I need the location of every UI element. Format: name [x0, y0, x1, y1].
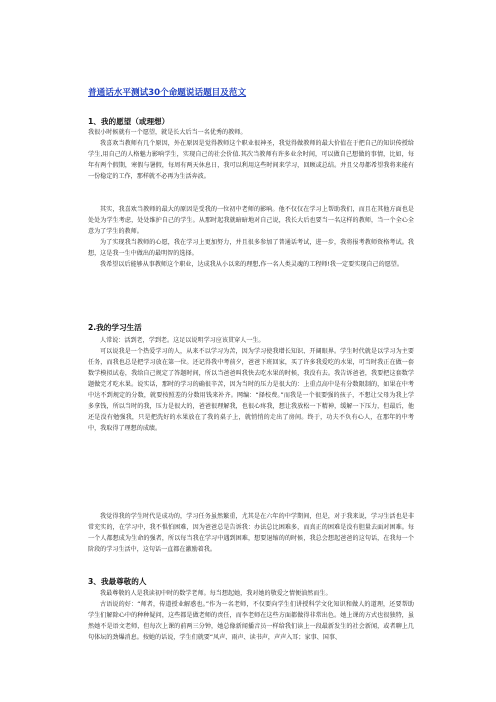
paragraph: 我希望以后能够从事教师这个职业，达成我从小以来的理想,作一名人类灵魂的工程师!我一定要实现自己的愿望。	[100, 261, 403, 268]
section-heading-study-life: 2.我的学习生活	[88, 323, 142, 332]
paragraph: 为了实现我当教师的心愿，我在学习上更加努力，并且很多参加了普通话考试，进一步，我将报考教师资格考试。我想，这是我一生中做出的最明智的选择。	[88, 239, 414, 257]
section-heading-wish: 1、我的愿望（或理想）	[88, 117, 170, 126]
paragraph: 人常说：活到老，学到老。这足以说明学习应该贯穿人一生。	[100, 337, 265, 344]
paragraph: 我很小时候就有一个愿望，就是长大后当一名优秀的教师。	[88, 129, 247, 136]
paragraph: 我觉得我的学生时代是成功的，学习任务虽然繁重，尤其是在六年的中学期间，但是，对于我来说，学习生活也是非常充实的，在学习中，我不惧怕困难，因为爸爸总是告诉我：办法总比困难多，而真正的困难是没有胆量去面对困难。每一个人都想成为生命的强者，所以每当我在学习中遇到困难，想要退缩的的时候，我总会想起爸爸的这句话，在我每一个阶段的学习生活中，这句话一直都在激励着我。	[88, 513, 414, 553]
paragraph: 我最尊敬的人是我读初中时的数学老师。每当想起她，我对她的敬爱之情便油然而生。	[100, 590, 332, 597]
paragraph: 其实，我喜欢当教师的最大的原因是受我的一位初中老师的影响。他不仅仅在学习上帮助我们，而且在其他方面也是处处为学生考虑，处处维护自己的学生。从那时起我就暗暗地对自己说，我长大后也要当一名这样的教师，当一个全心全意为了学生的教师。	[88, 206, 414, 235]
section-heading-respected-person: 3、我最尊敬的人	[88, 577, 147, 586]
document-title[interactable]: 普通话水平测试30个命题说话题目及范文	[88, 88, 247, 98]
paragraph: 古语说的好：“师者，传道授业解惑也。”作为一名老师，不仅要向学生们讲授科学文化知识和做人的道理，还要帮助学生们解除心中的种种疑问，这些都是做老师的责任，而李老师在这些方面都做得非常出色。她上课的方式也很独特，虽然她不是语文老师，但每次上课的前两三分钟，她总像新闻播音员一样给我们读上一段最新发生的社会新闻，或者聊上几句体坛的劲爆消息。按她的话说，学生们就要“风声、雨声、读书声，声声入耳；家事、国事、	[88, 601, 414, 641]
paragraph: 可以说我是一个热爱学习的人，从来不以学习为苦，因为学习使我增长知识、开阔眼界。学生时代就是以学习为主要任务，而我也总是把学习放在第一位。还记得我中考前夕，爸爸下班回家，买了许多我爱吃的水果，可当时我正在做一套数学模拟试卷，我给自己规定了答题时间，所以当爸爸叫我快去吃水果的时候，我没有去。我告诉爸爸，我要把这套数学题做完才吃水果。说实话，那时的学习的确很辛苦，因为当时的压力是很大的：上重点高中是有分数限制的，如果在中考中达不到规定的分数，就要按照差的分数用钱来补齐。网编：“择校费。”而我是一个很要强的孩子，不想让父母为我上学多拿钱，所以当时的我，压力是很大的，爸爸很理解我，也很心疼我，想让我放松一下精神，缓解一下压力，但最后，他还是没有勉强我，只是把洗好的水果放在了我的桌子上，就悄悄的走出了房间。终于，功夫不负有心人，在那年的中考中，我取得了理想的成绩。	[88, 348, 414, 432]
paragraph: 我喜欢当教师有几个原因，外在原因是觉得教师这个职业很神圣，我觉得做教师的最大价值在于把自己的知识传授给学生,用自己的人格魅力影响学生，实现自己的社会价值.其次当教师有许多业余时间，可以做自己想做的事情，比如，每年有两个假期，寒假与暑假，每周有两天休息日，我可以利用这些时间来学习，回顾或总结。并且父母都希望我将来能有一份稳定的工作，那样就不必再为生活奔波。	[88, 140, 414, 180]
